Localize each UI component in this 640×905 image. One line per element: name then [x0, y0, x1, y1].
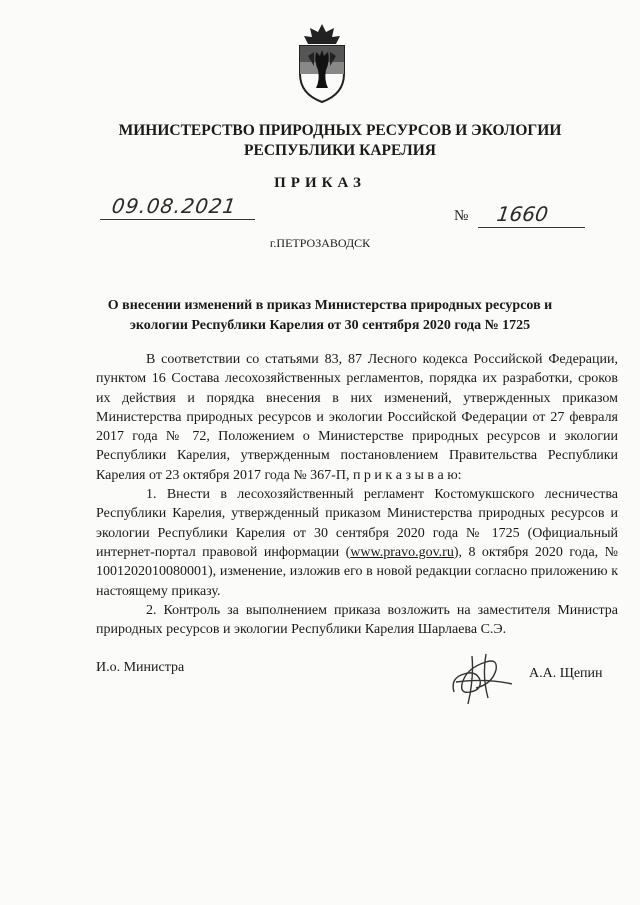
ministry-line-1: МИНИСТЕРСТВО ПРИРОДНЫХ РЕСУРСОВ И ЭКОЛОГИИ — [118, 122, 562, 139]
handwritten-number: 1660 — [495, 202, 550, 226]
clause-1-text-before-link: 1. Внести в лесохозяйственный регламент Костомукшского лесничества Республики Карелия, утвержденный приказом Министерства природных ресурсов и экологии Республики Карелия от 30 сентября 2020 года № 1725 (Официальный интернет-портал правовой информации ( — [96, 487, 618, 560]
number-underline — [478, 227, 585, 228]
subject-line-2: экологии Республики Карелия от 30 сентября 2020 года № 1725 — [129, 318, 531, 333]
number-sign: № — [454, 208, 469, 224]
ministry-name — [60, 121, 620, 161]
clause-1-paragraph — [96, 485, 618, 601]
handwritten-date: 09.08.2021 — [110, 194, 239, 218]
handwritten-signature-icon — [446, 648, 516, 708]
order-subject — [95, 296, 565, 336]
signatory-post: И.о. Министра — [96, 660, 185, 675]
clause-2-paragraph: 2. Контроль за выполнением приказа возложить на заместителя Министра природных ресурсов и экологии Республики Карелия Шарлаева С.Э. — [96, 602, 618, 638]
city-name: г.ПЕТРОЗАВОДСК — [269, 236, 371, 250]
signatory-name: А.А. Щепин — [529, 666, 603, 681]
karelia-coat-of-arms-icon — [292, 22, 352, 104]
date-underline — [100, 219, 255, 220]
clause-1-text-after-link: ), 8 октября 2020 года, № 1001202010080001), изменение, изложив его в новой редакции согласно приложению к настоящему приказу. — [96, 544, 618, 599]
document-type-title: ПРИКАЗ — [274, 175, 366, 191]
ministry-line-2: РЕСПУБЛИКИ КАРЕЛИЯ — [244, 142, 436, 159]
order-body — [96, 350, 618, 639]
subject-line-1: О внесении изменений в приказ Министерства природных ресурсов и — [107, 298, 553, 313]
preamble-paragraph: В соответствии со статьями 83, 87 Лесного кодекса Российской Федерации, пунктом 16 Состава лесохозяйственных регламентов, порядка их разработки, сроков их действия и порядка внесения в них изменений, утвержденных приказом Министерства природных ресурсов и экологии Российской Федерации от 27 февраля 2017 года № 72, Положением о Министерстве природных ресурсов и экологии Республики Карелия, утвержденным постановлением Правительства Республики Карелия от 23 октября 2017 года № 367-П, п р и к а з ы в а ю: — [96, 352, 618, 483]
pravo-gov-link[interactable]: www.pravo.gov.ru — [350, 544, 454, 560]
